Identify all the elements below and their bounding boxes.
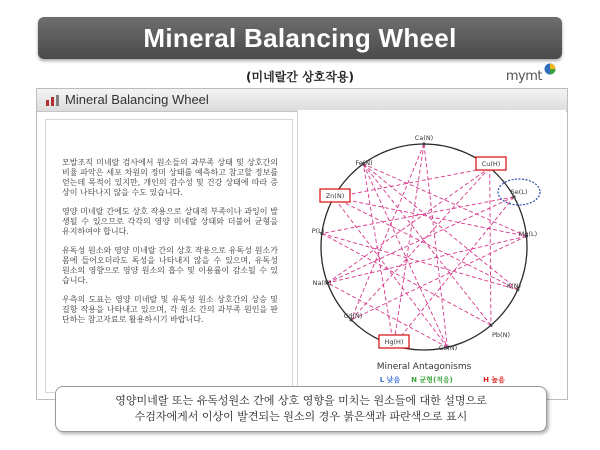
mineral-label: Cu(H)	[481, 160, 501, 168]
wheel-caption: Mineral Antagonisms	[376, 362, 472, 372]
wheel-diagram-area	[297, 110, 566, 398]
mineral-label: K(N)	[506, 282, 522, 290]
page-title: Mineral Balancing Wheel	[143, 22, 457, 53]
antagonism-line	[322, 197, 514, 234]
panel-title: Mineral Balancing Wheel	[65, 92, 209, 107]
antagonism-line	[424, 144, 447, 347]
page-subtitle: (미네랄간 상호작용)	[246, 70, 354, 84]
mineral-label: Se(L)	[510, 188, 528, 196]
mineral-label: Pb(N)	[492, 331, 510, 339]
mineral-label: Mg(L)	[518, 230, 538, 238]
mineral-label: Fe(N)	[355, 159, 373, 167]
description-text	[62, 158, 278, 334]
antagonism-line	[327, 197, 513, 283]
antagonism-line	[363, 164, 518, 290]
mineral-label: Co(N)	[438, 344, 458, 352]
callout-line-2: 수검자에게서 이상이 발견되는 원소의 경우 붉은색과 파란색으로 표시	[134, 410, 468, 423]
mineral-label: Na(N)	[312, 279, 332, 287]
title-banner	[38, 17, 562, 59]
callout-line-1: 영양미네랄 또는 유독성원소 간에 상호 영향을 미치는 원소들에 대한 설명으로	[115, 394, 487, 407]
explanation-callout	[55, 386, 547, 432]
mineral-label: Ca(N)	[414, 134, 434, 142]
node-dot	[489, 324, 492, 327]
antagonism-line	[351, 144, 424, 320]
legend-item: H 높음	[483, 376, 505, 384]
antagonism-line	[327, 236, 526, 283]
description-box	[45, 119, 293, 393]
mineral-wheel	[298, 110, 566, 398]
bar-chart-icon	[46, 95, 60, 106]
legend-item: N 균형(적음)	[411, 376, 453, 384]
paragraph: 모발조직 미네랄 검사에서 원소들의 과부족 상태 및 상호간의 비율 파악은 세포 차원의 정미 상태를 예측하고 참고할 정보를 얻는데 목적이 있지만, 개인의 감수성 및 건강 상태에 따라 증상이 나타나지 않을 수도 있습니다.	[62, 158, 278, 197]
legend-item: L 낮음	[379, 376, 401, 384]
mineral-label: Hg(H)	[384, 338, 404, 346]
antagonism-line	[322, 234, 518, 290]
paragraph: 우측의 도표는 영양 미네랄 및 유독성 원소 상호간의 상승 및 길항 작용을 나타내고 있으며, 각 원소 간의 과부족 원인을 판단하는 참고자료로 활용하시기 바랍니다.	[62, 295, 278, 324]
panel-header	[37, 89, 567, 112]
antagonism-line	[363, 164, 447, 347]
paragraph: 유독성 원소와 영양 미네랄 간의 상호 작용으로 유독성 원소가 몸에 들어오더라도 독성을 나타내지 않을 수 있으며, 유독성 원소의 영향으로 영양 원소의 흡수 및 이용률이 감소될 수 있습니다.	[62, 246, 278, 285]
mineral-label: Zn(N)	[325, 192, 345, 200]
node-dot	[422, 142, 425, 145]
wheel-panel	[36, 88, 568, 400]
mineral-label: Cd(N)	[343, 312, 363, 320]
antagonism-line	[394, 144, 424, 345]
antagonism-line	[490, 168, 491, 326]
logo-text: mymt	[505, 69, 542, 84]
paragraph: 영양 미네랄 간에도 상호 작용으로 상대적 부족이나 과잉이 발생될 수 있으므로 각각의 영양 미네랄 상태와 더불어 균형을 유지하여야 합니다.	[62, 207, 278, 236]
mineral-label: P(L)	[311, 227, 325, 235]
logo-mark-icon	[544, 63, 556, 75]
antagonism-line	[334, 197, 527, 236]
